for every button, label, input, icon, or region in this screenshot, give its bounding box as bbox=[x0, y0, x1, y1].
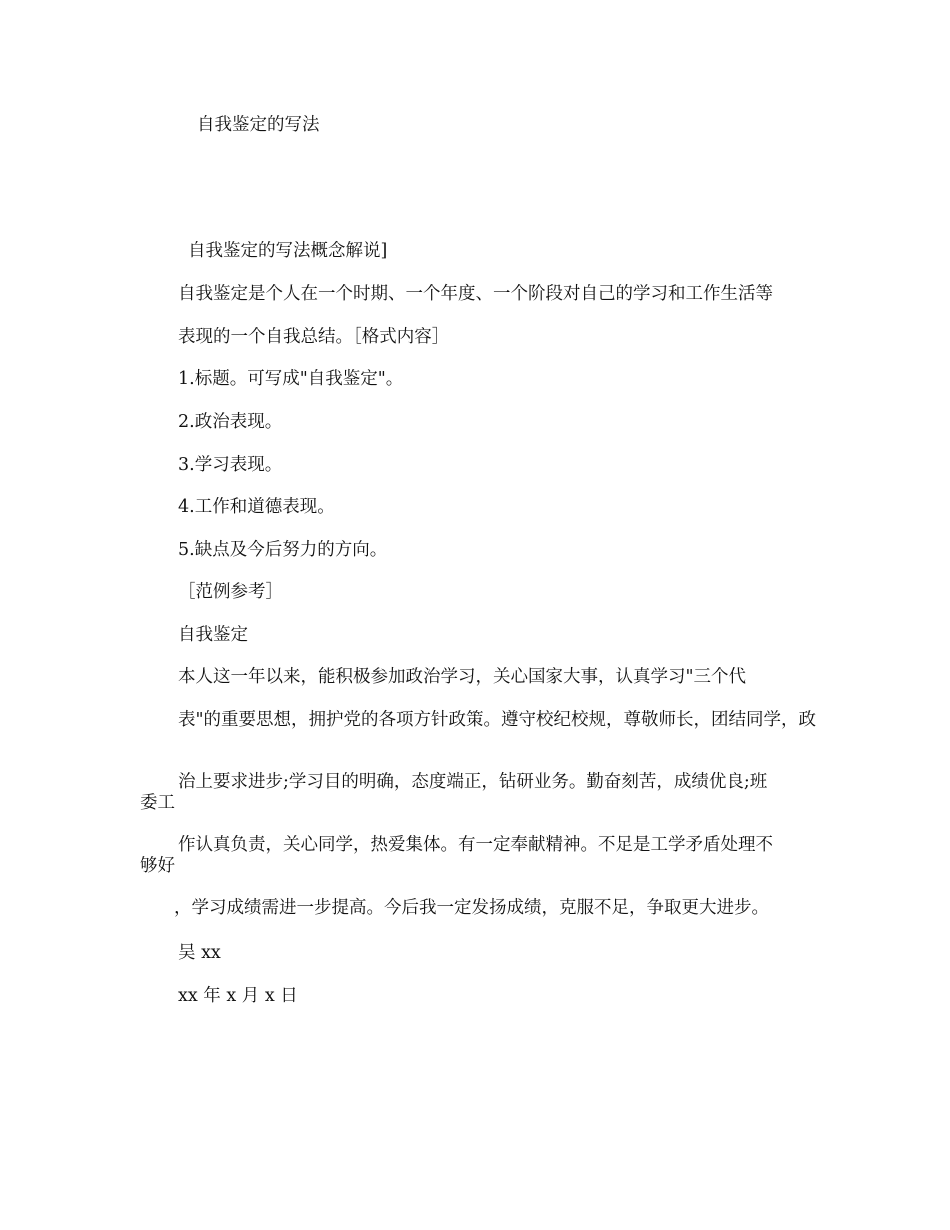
concept-heading: 自我鉴定的写法概念解说] bbox=[188, 241, 388, 261]
format-item-1: 1.标题。可写成"自我鉴定"。 bbox=[178, 369, 404, 389]
example-heading: ［范例参考］ bbox=[178, 582, 283, 602]
date: xx 年 x 月 x 日 bbox=[178, 986, 298, 1006]
signature: 吴 xx bbox=[178, 943, 221, 963]
format-item-3: 3.学习表现。 bbox=[178, 455, 283, 475]
intro-line-2: 表现的一个自我总结。［格式内容］ bbox=[178, 327, 450, 347]
intro-line-1: 自我鉴定是个人在一个时期、一个年度、一个阶段对自己的学习和工作生活等 bbox=[178, 284, 773, 304]
example-body-line-4: 作认真负责，关心同学，热爱集体。有一定奉献精神。不足是工学矛盾处理不够好 bbox=[140, 835, 773, 876]
example-body-line-5: ，学习成绩需进一步提高。今后我一定发扬成绩，克服不足，争取更大进步。 bbox=[174, 898, 769, 918]
format-item-5: 5.缺点及今后努力的方向。 bbox=[178, 540, 388, 560]
example-title: 自我鉴定 bbox=[178, 625, 248, 645]
example-body-line-1: 本人这一年以来，能积极参加政治学习，关心国家大事，认真学习"三个代 bbox=[178, 667, 747, 687]
example-body-line-2: 表"的重要思想，拥护党的各项方针政策。遵守校纪校规，尊敬师长，团结同学，政 bbox=[178, 710, 817, 730]
format-item-2: 2.政治表现。 bbox=[178, 412, 283, 432]
format-item-4: 4.工作和道德表现。 bbox=[178, 497, 335, 517]
document-title: 自我鉴定的写法 bbox=[197, 115, 320, 135]
example-body-line-3: 治上要求进步;学习目的明确，态度端正，钻研业务。勤奋刻苦，成绩优良;班委工 bbox=[140, 772, 768, 813]
